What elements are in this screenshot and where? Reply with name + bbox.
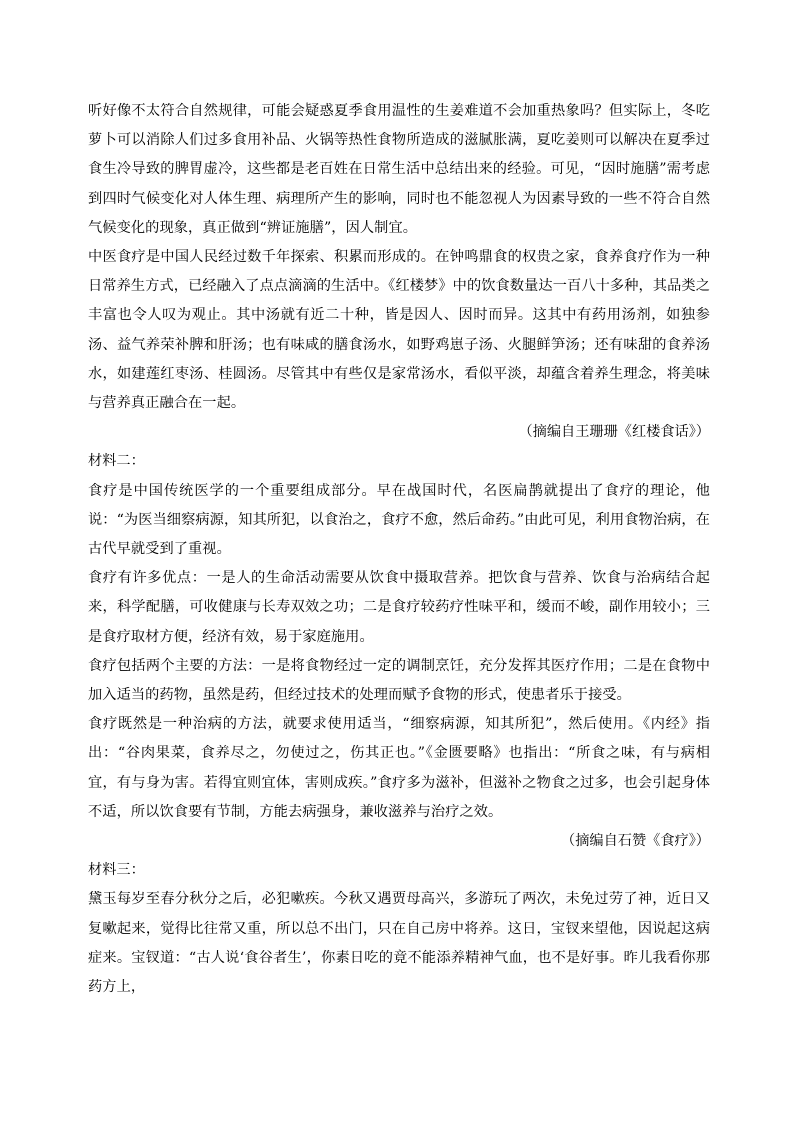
source-material-one: （摘编自王珊珊《红楼食话》） (518, 424, 710, 441)
paragraph-food-therapy-advantages: 食疗有许多优点：一是人的生命活动需要从饮食中摄取营养。把饮食与营养、饮食与治病结合起来，科学配膳，可收健康与长寿双效之功；二是食疗较药疗性味平和，缓而不峻，副作用较小；三是食疗取材方便，经济有效，易于家庭施用。 (88, 570, 710, 645)
paragraph-food-therapy-usage: 食疗既然是一种治病的方法，就要求使用适当，“细察病源，知其所犯”，然后使用。《内经》指出：“谷肉果菜，食养尽之，勿使过之，伤其正也。”《金匮要略》也指出：“所食之味，有与病相宜，有与身为害。若得宜则宜体，害则成疾。”食疗多为滋补，但滋补之物食之过多，也会引起身体不适，所以饮食要有节制，方能去病强身，兼收滋养与治疗之效。 (88, 716, 710, 820)
paragraph-honglou-diet: 中医食疗是中国人民经过数千年探索、积累而形成的。在钟鸣鼎食的权贵之家，食养食疗作为一种日常养生方式，已经融入了点点滴滴的生活中。《红楼梦》中的饮食数量达一百八十多种，其品类之丰富也令人叹为观止。其中汤就有近二十种，皆是因人、因时而异。这其中有药用汤剂，如独参汤、益气养荣补脾和肝汤；也有味咸的膳食汤水，如野鸡崽子汤、火腿鲜笋汤；还有味甜的食养汤水，如建莲红枣汤、桂圆汤。尽管其中有些仅是家常汤水，看似平淡，却蕴含着养生理念，将美味与营养真正融合在一起。 (88, 249, 710, 412)
heading-material-two: 材料二： (88, 453, 145, 470)
source-material-two: （摘编自石赞《食疗》） (561, 833, 710, 850)
heading-material-three: 材料三： (88, 862, 145, 879)
paragraph-seasonal-diet: 听好像不太符合自然规律，可能会疑惑夏季食用温性的生姜难道不会加重热象吗？但实际上，冬吃萝卜可以消除人们过多食用补品、火锅等热性食物所造成的滋腻胀满，夏吃姜则可以解决在夏季过食生冷导致的脾胃虚冷，这些都是老百姓在日常生活中总结出来的经验。可见，“因时施膳”需考虑到四时气候变化对人体生理、病理所产生的影响，同时也不能忽视人为因素导致的一些不符合自然气候变化的现象，真正做到“辨证施膳”，因人制宜。 (88, 103, 710, 236)
paragraph-daiyu-story: 黛玉每岁至春分秋分之后，必犯嗽疾。今秋又遇贾母高兴，多游玩了两次，未免过劳了神，近日又复嗽起来，觉得比往常又重，所以总不出门，只在自己房中将养。这日，宝钗来望他，因说起这病症来。宝钗道：“古人说‘食谷者生’，你素日吃的竟不能添养精神气血，也不是好事。昨儿我看你那药方上， (88, 891, 710, 996)
document-page (88, 97, 710, 1002)
paragraph-food-therapy-history: 食疗是中国传统医学的一个重要组成部分。早在战国时代，名医扁鹊就提出了食疗的理论，他说：“为医当细察病源，知其所犯，以食治之，食疗不愈，然后命药。”由此可见，利用食物治病，在古代早就受到了重视。 (88, 482, 710, 558)
paragraph-food-therapy-methods: 食疗包括两个主要的方法：一是将食物经过一定的调制烹饪，充分发挥其医疗作用；二是在食物中加入适当的药物，虽然是药，但经过技术的处理而赋予食物的形式，使患者乐于接受。 (88, 657, 710, 704)
